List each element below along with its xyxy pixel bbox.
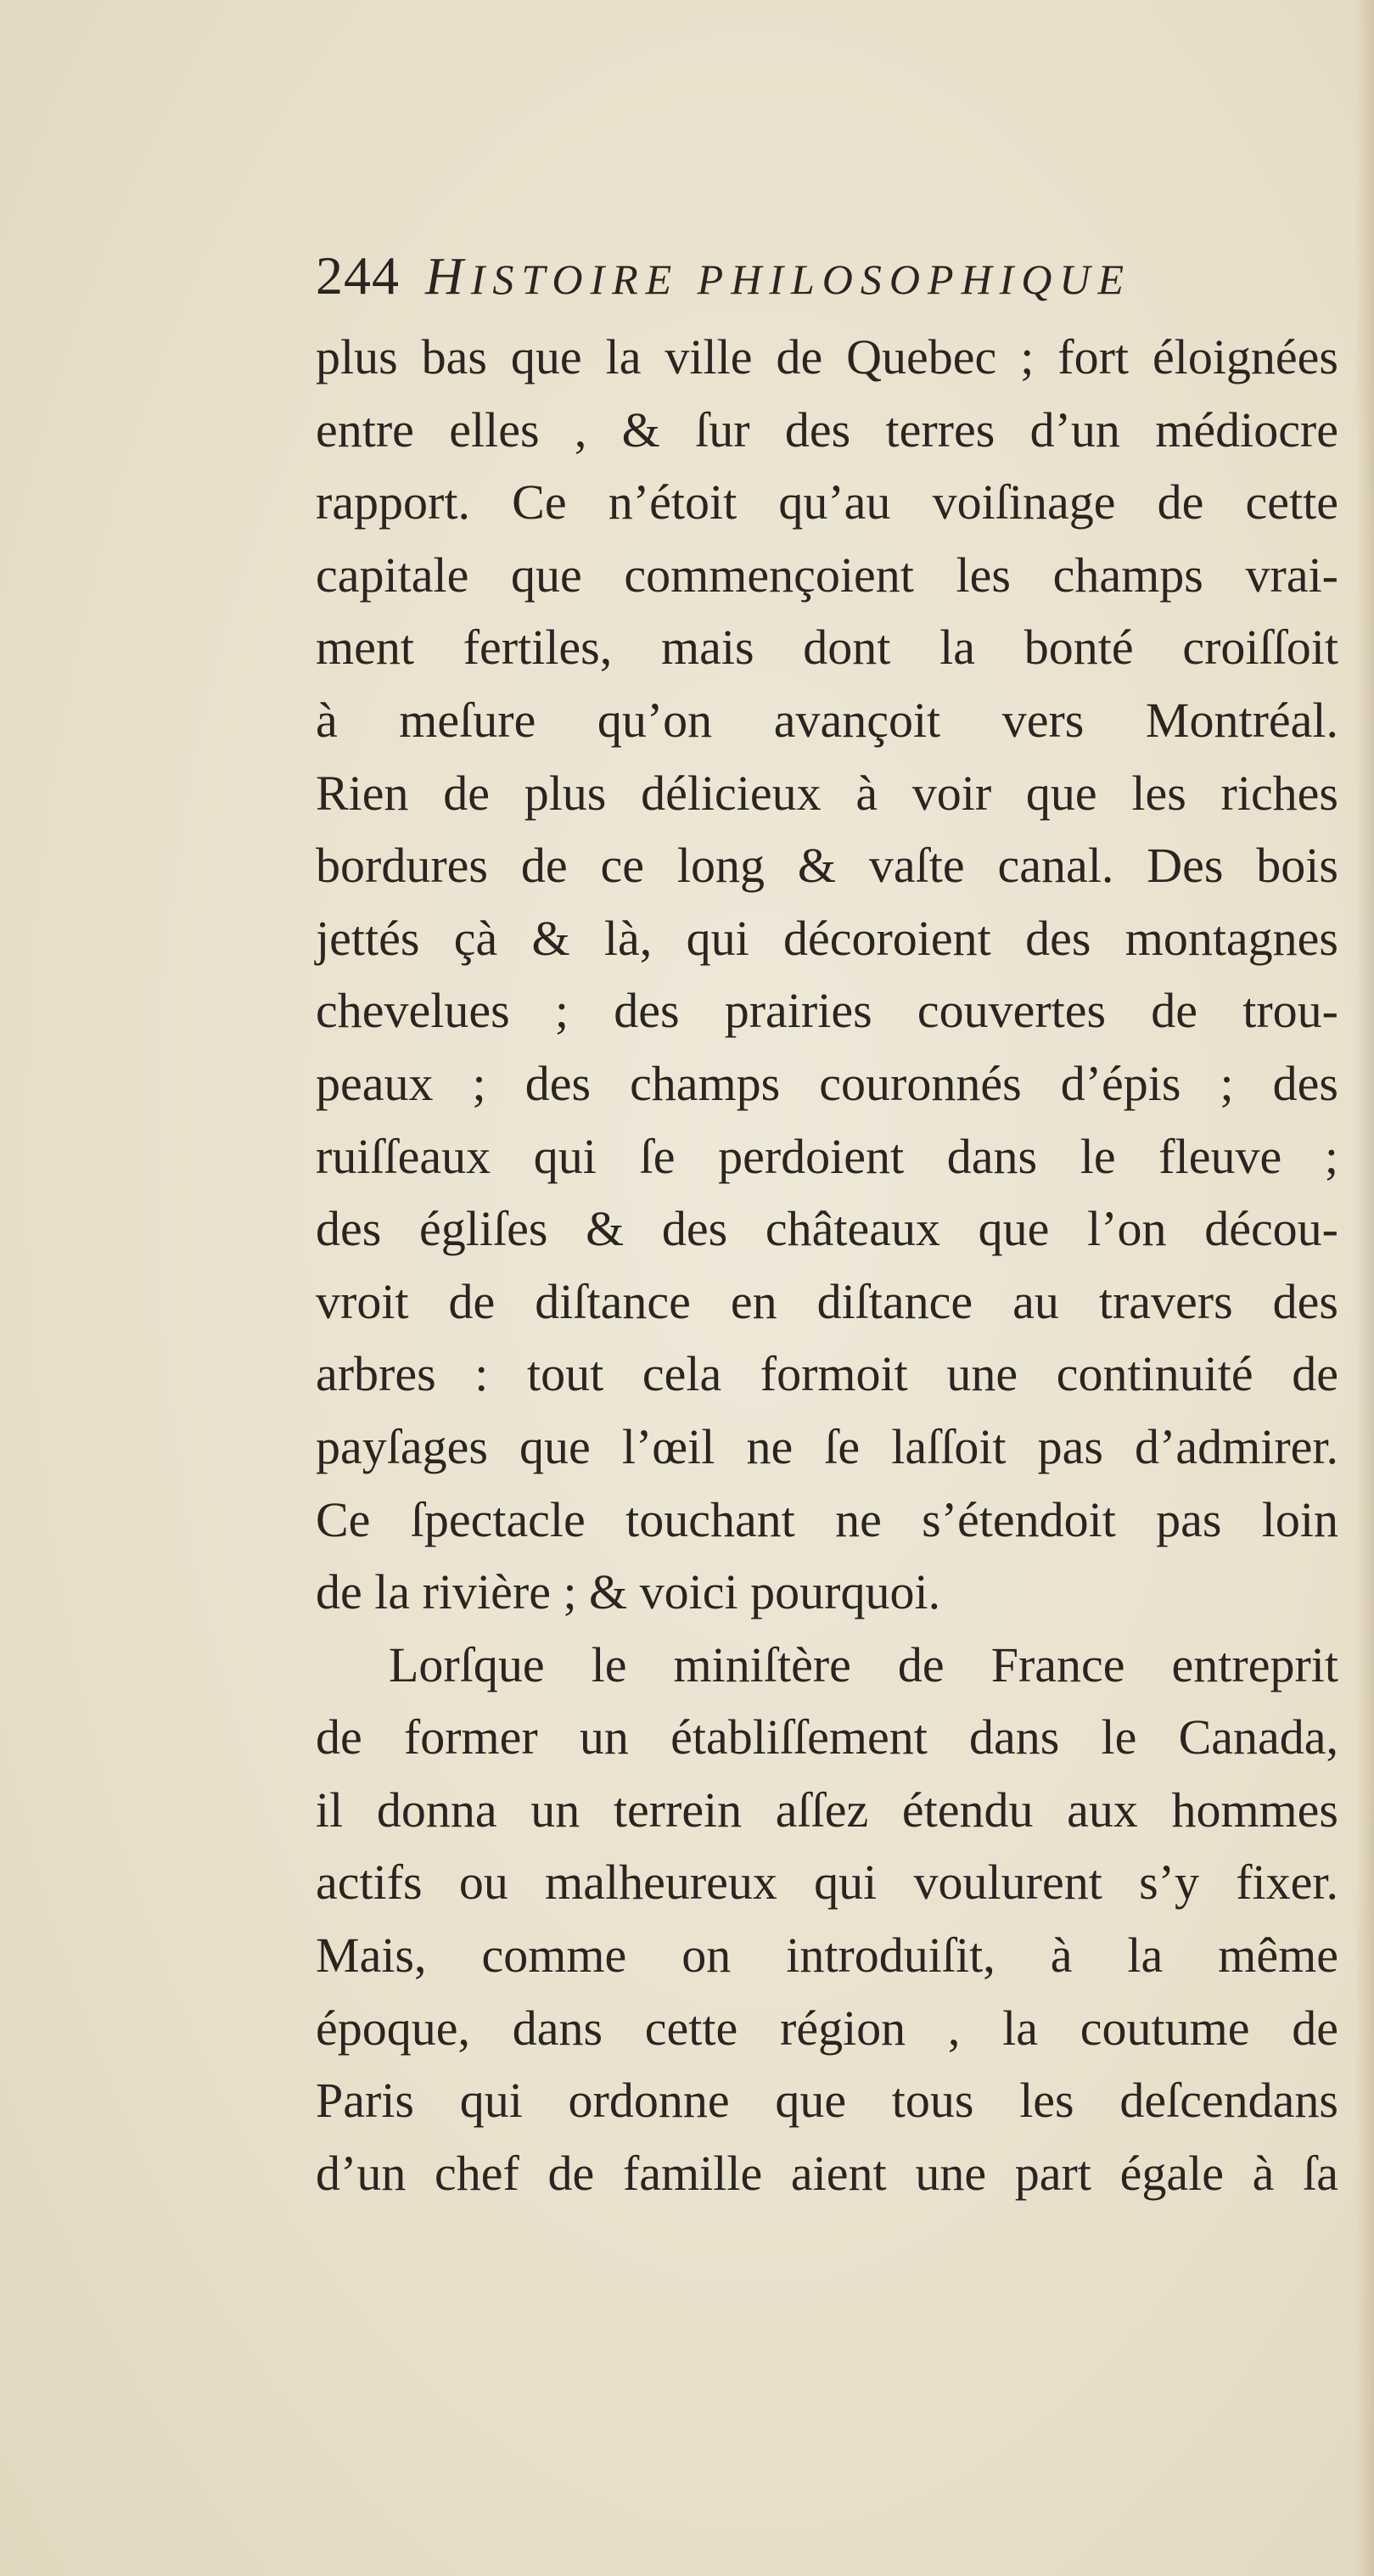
running-title (425, 247, 1131, 307)
text-line: entre elles , & ſur des terres d’un médiocre (316, 401, 1338, 457)
text-line: peaux ; des champs couronnés d’épis ; des (316, 1055, 1338, 1111)
page-header (316, 244, 1275, 312)
running-title-text: ISTOIRE PHILOSOPHIQUE (470, 255, 1132, 303)
text-line: vroit de diſtance en diſtance au travers des (316, 1273, 1338, 1329)
text-line: des égliſes & des châteaux que l’on décou- (316, 1201, 1338, 1257)
text-line: bordures de ce long & vaſte canal. Des bois (316, 838, 1338, 894)
text-line: payſages que l’œil ne ſe laſſoit pas d’admirer. (316, 1418, 1338, 1474)
text-line: arbres : tout cela formoit une continuité de (316, 1346, 1338, 1402)
text-line: capitale que commençoient les champs vrai- (316, 547, 1338, 603)
text-line: il donna un terrein aſſez étendu aux hommes (316, 1782, 1338, 1838)
text-line: époque, dans cette région , la coutume de (316, 2000, 1338, 2056)
text-line: chevelues ; des prairies couvertes de trou- (316, 983, 1338, 1039)
text-line: à meſure qu’on avançoit vers Montréal. (316, 692, 1338, 748)
text-line: actifs ou malheureux qui voulurent s’y fixer. (316, 1855, 1338, 1911)
page-number: 244 (316, 245, 400, 306)
text-line: de former un établiſſement dans le Canada, (316, 1709, 1338, 1765)
text-line: ment fertiles, mais dont la bonté croiſſoit (316, 620, 1338, 676)
text-line: Ce ſpectacle touchant ne s’étendoit pas loin (316, 1491, 1338, 1547)
text-line: Paris qui ordonne que tous les deſcendans (316, 2073, 1338, 2129)
text-line: ruiſſeaux qui ſe perdoient dans le fleuve ; (316, 1128, 1338, 1184)
text-line: Mais, comme on introduiſit, à la même (316, 1928, 1338, 1984)
text-line: plus bas que la ville de Quebec ; fort éloignées (316, 329, 1338, 384)
running-title-initial: H (425, 248, 471, 306)
body-text (316, 321, 1338, 2209)
text-line: jettés çà & là, qui décoroient des montagnes (316, 910, 1338, 966)
text-line: d’un chef de famille aient une part égale à ſa (316, 2145, 1338, 2201)
text-line: rapport. Ce n’étoit qu’au voiſinage de cette (316, 474, 1338, 530)
text-line: Rien de plus délicieux à voir que les riches (316, 765, 1338, 821)
text-line: de la rivière ; & voici pourquoi. (316, 1564, 941, 1620)
page-edge-shadow (1355, 0, 1374, 2576)
paragraph-start-line: Lorſque le miniſtère de France entreprit (389, 1636, 1338, 1692)
